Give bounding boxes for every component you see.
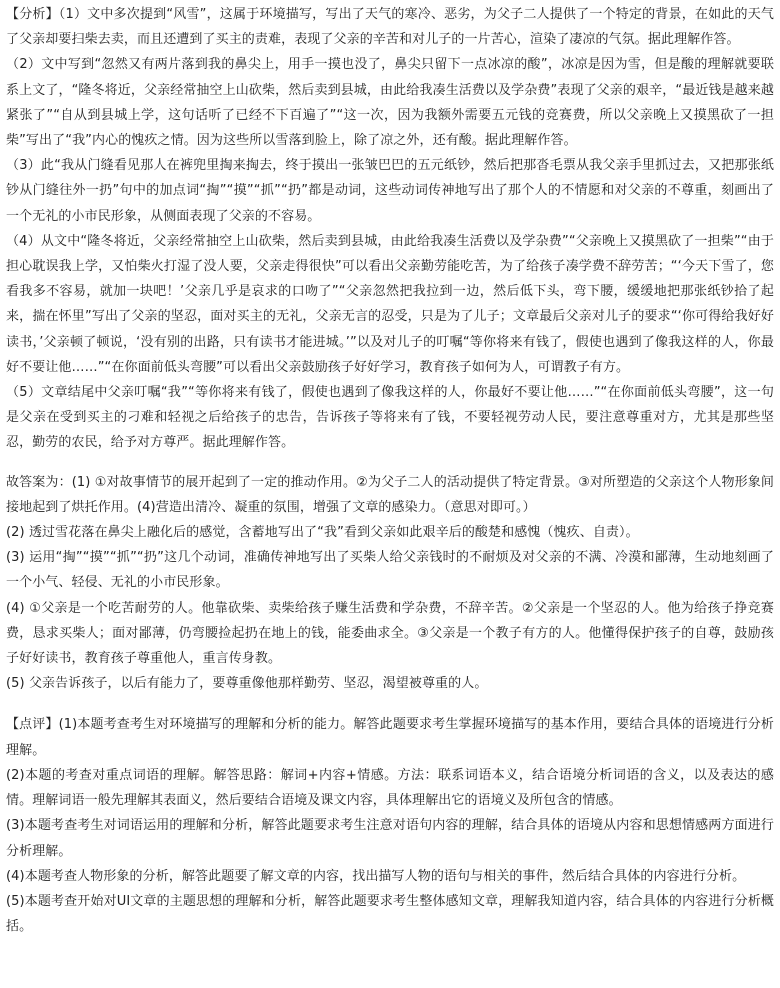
review-3: (3)本题考查考生对词语运用的理解和分析，解答此题要求考生注意对语句内容的理解，结合具体的语境从内容和思想情感两方面进行分析理解。 (6, 818, 774, 859)
review-4: (4)本题考查人物形象的分析，解答此题要了解文章的内容，找出描写人物的语句与相关的事件，然后结合具体的内容进行分析。 (6, 868, 746, 884)
review-5: (5)本题考查开始对UI文章的主题思想的理解和分析，解答此题要求考生整体感知文章，理解我知道内容，结合具体的内容进行分析概括。 (6, 893, 774, 935)
answer-3: (3) 运用“掏”“摸”“抓”“扔”这几个动词，准确传神地写出了买柴人给父亲钱时的不耐烦及对父亲的不满、冷漠和鄙薄，生动地刻画了一个小气、轻侵、无礼的小市民形象。 (6, 550, 774, 591)
review-2: (2)本题的考查对重点词语的理解。解答思路：解词+内容+情感。方法：联系词语本义，结合语境分析词语的含义，以及表达的感情。理解词语一般先理解其表面义，然后要结合语境及课文内容，具体理解出它的语境义及所包含的情感。 (6, 767, 774, 809)
answer-4: (4) ①父亲是一个吃苦耐劳的人。他靠砍柴、卖柴给孩子赚生活费和学杂费，不辞辛苦。②父亲是一个坚忍的人。他为给孩子挣竞赛费，恳求买柴人；面对鄙薄，仍弯腰捡起扔在地上的钱，能委曲求全。③父亲是一个教子有方的人。他懂得保护孩子的自尊，鼓励孩子好好读书，教育孩子尊重他人，重言传身教。 (6, 600, 774, 667)
analysis-section (6, 2, 774, 456)
answer-5: (5) 父亲告诉孩子，以后有能力了，要尊重像他那样勤劳、坚忍，渴望被尊重的人。 (6, 676, 488, 692)
analysis-paragraph-2: （2）文中写到“忽然又有两片落到我的鼻尖上，用手一摸也没了，鼻尖只留下一点冰凉的酸”，冰凉是因为雪，但是酸的理解就要联系上文了，“隆冬将近，父亲经常抽空上山砍柴，然后卖到县城，由此给我凑生活费以及学杂费”表现了父亲的艰辛，“最近钱是越来越紧张了”“自从到县城上学，这句话听了已经不下百遍了”“这一次，因为我额外需要五元钱的竞赛费，所以父亲晚上又摸黑砍了一担柴”写出了“我”内心的愧疚之情。因为这些所以雪落到脸上，除了凉之外，还有酸。据此理解作答。 (6, 57, 774, 149)
review-1: 【点评】(1)本题考查考生对环境描写的理解和分析的能力。解答此题要求考生掌握环境描写的基本作用，要结合具体的语境进行分析理解。 (6, 717, 774, 758)
answer-2: (2) 透过雪花落在鼻尖上融化后的感觉，含蓄地写出了“我”看到父亲如此艰辛后的酸楚和感愧（愧疚、自责）。 (6, 525, 639, 541)
answer-1: 故答案为：(1) ①对故事情节的展开起到了一定的推动作用。②为父子二人的活动提供了特定背景。③对所塑造的父亲这个人物形象间接地起到了烘托作用。(4)营造出清冷、凝重的氛围，增强了文章的感染力。（意思对即可。） (6, 474, 774, 515)
section-spacer (6, 696, 774, 712)
section-spacer (6, 456, 774, 470)
analysis-paragraph-5: （5）文章结尾中父亲叮嘱“我”“等你将来有钱了，假使也遇到了像我这样的人，你最好不要让他……”“在你面前低头弯腰”，这一句是父亲在受到买主的刁难和轻视之后给孩子的忠告，告诉孩子等将来有了钱，不要轻视劳动人民，要注意尊重对方，尤其是那些坚忍，勤劳的农民，给予对方尊严。据此理解作答。 (6, 385, 774, 451)
analysis-paragraph-4: （4）从文中“隆冬将近，父亲经常抽空上山砍柴，然后卖到县城，由此给我凑生活费以及学杂费”“父亲晚上又摸黑砍了一担柴”“由于担心耽误我上学，又怕柴火打湿了没人要，父亲走得很快”可以看出父亲勤劳能吃苦，为了给孩子凑学费不辞劳苦；“‘今天下雪了，您看我多不容易，就加一块吧！’父亲几乎是哀求的口吻了”“父亲忽然把我拉到一边，然后低下头，弯下腰，缓缓地把那张纸钞拾了起来，揣在怀里”写出了父亲的坚忍，面对买主的无礼，父亲无言的忍受，只是为了儿子；文章最后父亲对儿子的要求“‘你可得给我好好读书，’父亲顿了顿说，‘没有别的出路，只有读书才能进城。’”以及对儿子的叮嘱“等你将来有钱了，假使也遇到了像我这样的人，你最好不要让他……”“在你面前低头弯腰”可以看出父亲鼓励孩子好好学习，教育孩子如何为人，可谓教子有方。 (6, 233, 774, 375)
analysis-paragraph-1: 【分析】（1）文中多次提到“风雪”，这属于环境描写，写出了天气的寒冷、恶劣，为父子二人提供了一个特定的背景，在如此的天气了父亲却要扫柴去卖，而且还遭到了买主的责难，表现了父亲的辛苦和对儿子的一片苦心，渲染了凄凉的气氛。据此理解作答。 (6, 7, 774, 48)
analysis-paragraph-3: （3）此“我从门缝看见那人在裤兜里掏来掏去，终于摸出一张皱巴巴的五元纸钞，然后把那沓毛票从我父亲手里抓过去，又把那张纸钞从门缝往外一扔”句中的加点词“掏”“摸”“抓”“扔”都是动词，这些动词传神地写出了那个人的不情愿和对父亲的不尊重，刻画出了一个无礼的小市民形象，从侧面表现了父亲的不容易。 (6, 158, 774, 224)
answer-section (6, 470, 774, 697)
review-section (6, 712, 774, 939)
